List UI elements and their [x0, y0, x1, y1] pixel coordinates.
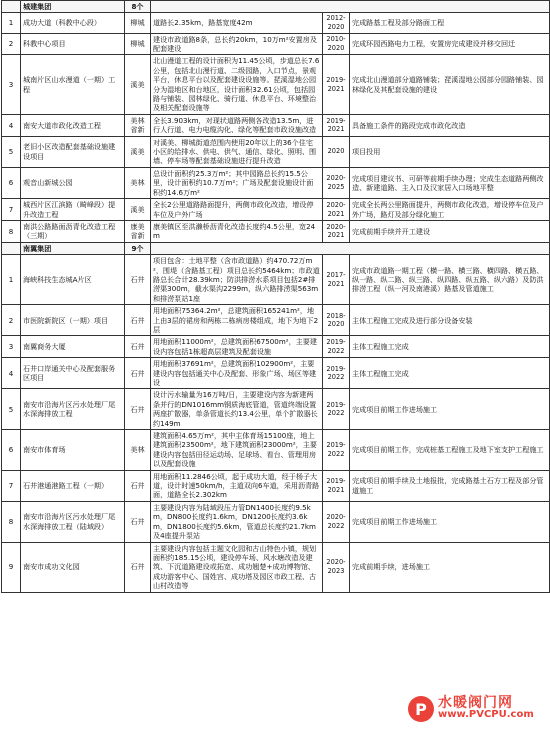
project-content: 设计污水输量为16万吨/日，主要建设内容为新建两条并行的DN1016mm钢质海底管道，管道终端设置两座扩散器，单条管道长约13.4公里，单个扩散器长约149m — [151, 389, 323, 430]
table-row — [2, 501, 550, 542]
row-number: 4 — [2, 114, 21, 136]
project-progress: 完成市政道路一期工程（横一路、横三路、横四路、横五路、纵一路、纵二路、纵三路、纵四路、纵五路、纵六路）及防洪排涝工程（纵一河及南港溪）路基及管道施工 — [350, 255, 550, 305]
table-row — [2, 13, 550, 33]
project-period: 2019-2021 — [323, 114, 350, 136]
project-name: 石井港通港路工程（一期） — [21, 470, 125, 501]
project-period: 2020-2022 — [323, 501, 350, 542]
group-header-row — [2, 1, 550, 13]
row-number: 3 — [2, 336, 21, 358]
project-district: 溪美 — [125, 136, 151, 167]
project-content: 建设市政道路8条，总长约20km，10万m²安置房及配套建设 — [151, 33, 323, 55]
watermark-url: www.PVCPU.com — [438, 709, 534, 720]
project-district: 溪美 — [125, 199, 151, 221]
project-name: 南安市沿海片区污水处理厂尾水深海排放工程（陆域段） — [21, 501, 125, 542]
project-district: 石井 — [125, 389, 151, 430]
row-number: 1 — [2, 13, 21, 33]
project-name: 海峡科技生态城A片区 — [21, 255, 125, 305]
table-row — [2, 255, 550, 305]
project-district: 柳城 — [125, 13, 151, 33]
project-progress: 主体工程施工完成 — [350, 336, 550, 358]
table-row — [2, 430, 550, 471]
project-name: 城南片区山水漫道（一期）工程 — [21, 55, 125, 114]
project-period: 2010-2020 — [323, 33, 350, 55]
project-district: 石井 — [125, 501, 151, 542]
row-number: 9 — [2, 542, 21, 592]
group-name: 南翼集团 — [21, 242, 125, 254]
project-period: 2019-2021 — [323, 55, 350, 114]
project-name: 南安大道市政化改造工程 — [21, 114, 125, 136]
project-name: 科教中心项目 — [21, 33, 125, 55]
project-name: 老旧小区改造配套基础设施建设项目 — [21, 136, 125, 167]
project-district: 美林 — [125, 430, 151, 471]
project-district: 美林省新 — [125, 114, 151, 136]
table-row — [2, 542, 550, 592]
project-name: 南安市体育场 — [21, 430, 125, 471]
project-period: 2019-2021 — [323, 470, 350, 501]
project-name: 南安市成功文化园 — [21, 542, 125, 592]
project-name: 市医院新院区（一期）项目 — [21, 305, 125, 336]
table-row — [2, 470, 550, 501]
project-content: 道路长2.35km，路基宽度42m — [151, 13, 323, 33]
project-progress: 完成项目前期手续及土地报批，完成路基土石方工程及部分管道施工 — [350, 470, 550, 501]
row-number: 8 — [2, 220, 21, 242]
table-row — [2, 114, 550, 136]
project-content: 建筑面积4.65万m²，其中主体育场15100座，地上建筑面积23500m²，地下建筑面积23000m²，主要建设内容包括田径运动场、足球场、看台、管理用房以及配套设施 — [151, 430, 323, 471]
row-number: 1 — [2, 255, 21, 305]
row-number: 7 — [2, 199, 21, 221]
project-content: 主要建设内容为陆域段压力管DN1400长度约9.5km，DN800长度约1.6km，DN1200长度约3.6km，DN1800长度约5.6km，管道总长度约21.7km及4座提升泵站 — [151, 501, 323, 542]
table-row — [2, 136, 550, 167]
row-number: 2 — [2, 33, 21, 55]
project-content: 总设计面积约25.3万m²；其中园路总长约15.5公里，设计面积约10.7万m²；广场及配套设施设计面积约14.6万m² — [151, 167, 323, 198]
group-blank-cell — [151, 242, 550, 254]
row-number: 3 — [2, 55, 21, 114]
row-number: 6 — [2, 430, 21, 471]
project-period: 2012-2020 — [323, 13, 350, 33]
group-blank-cell — [2, 1, 21, 13]
row-number: 5 — [2, 389, 21, 430]
project-period: 2020 — [323, 136, 350, 167]
group-name: 城建集团 — [21, 1, 125, 13]
group-count: 9个 — [125, 242, 151, 254]
project-content: 全长2公里道路路面提升，两侧市政化改造，增设停车位及户外广场 — [151, 199, 323, 221]
project-progress: 完成前期手续并开工建设 — [350, 220, 550, 242]
project-progress: 完成项目前期工作进场施工 — [350, 501, 550, 542]
project-progress: 完成北山漫道部分道路铺装；琵溪湿地公园部分园路铺装、园林绿化及其配套设施的建设 — [350, 55, 550, 114]
project-content: 用地面积11.2846公顷，起于成功大道，经于杨子大道，设计时速50km/h，主道双向6车道，采用沥青路面，道路全长2.302km — [151, 470, 323, 501]
row-number: 2 — [2, 305, 21, 336]
table-row — [2, 389, 550, 430]
project-district: 石井 — [125, 336, 151, 358]
project-progress: 完成项目前期工作，完成桩基工程施工及地下室支护工程施工 — [350, 430, 550, 471]
table-row — [2, 220, 550, 242]
project-name: 城西片区江滨路（畸峰段）提升改造工程 — [21, 199, 125, 221]
project-progress: 主体工程施工完成及进行部分设备安装 — [350, 305, 550, 336]
row-number: 8 — [2, 501, 21, 542]
row-number: 4 — [2, 358, 21, 389]
table-row — [2, 199, 550, 221]
table-row — [2, 336, 550, 358]
project-district: 溪美 — [125, 55, 151, 114]
row-number: 5 — [2, 136, 21, 167]
project-progress: 完成项目建议书、可研等前期手续办理；完成生态道路两侧改造、新建道路、主入口及汉家居入口场地平整 — [350, 167, 550, 198]
watermark-logo: P — [408, 696, 434, 722]
project-progress: 项目投用 — [350, 136, 550, 167]
project-content: 对溪美、柳城街道范围内使用20年以上的36个住宅小区的给排水、供电、供气、通信、绿化、照明、围墙、停车场等配套基础设施进行提升改造 — [151, 136, 323, 167]
row-number: 7 — [2, 470, 21, 501]
project-period: 2020-2025 — [323, 167, 350, 198]
project-progress: 主体工程施工完成 — [350, 358, 550, 389]
project-content: 北山漫道工程的设计面积为11.45公顷，步道总长7.6公里，包括北山漫行道、二级园路，入口节点，景观平台，休息平台以及配套建设设施等。琵溪湿地公园分为湿地区和台地区，设计面积32.61公顷，包括园路与铺装、园林绿化、骑行道、休息平台、环境整治及相关配套设施等 — [151, 55, 323, 114]
project-period: 2017-2021 — [323, 255, 350, 305]
project-district: 石井 — [125, 358, 151, 389]
project-progress: 完成路基工程及部分路面工程 — [350, 13, 550, 33]
project-district: 柳城 — [125, 33, 151, 55]
project-content: 用地面积37691m²，总建筑面积102900m²，主要建设内容包括通关中心及配套、形象广场、场区等建设 — [151, 358, 323, 389]
project-content: 康美镇区至洪濑桥沥青化改造长度约4.5公里，宽24m — [151, 220, 323, 242]
project-name: 南安市沿海片区污水处理厂尾水深海排放工程 — [21, 389, 125, 430]
project-name: 观音山新城公园 — [21, 167, 125, 198]
group-header-row — [2, 242, 550, 254]
project-district: 美林 — [125, 167, 151, 198]
table-row — [2, 33, 550, 55]
project-name: 南洪公路路面沥青化改造工程（三期） — [21, 220, 125, 242]
project-table-body — [2, 1, 550, 593]
project-district: 康美省新 — [125, 220, 151, 242]
watermark — [408, 693, 546, 725]
group-blank-cell — [2, 242, 21, 254]
project-period: 2019-2022 — [323, 358, 350, 389]
project-progress: 完成前期手续，进场施工 — [350, 542, 550, 592]
project-name: 成功大道（科教中心段） — [21, 13, 125, 33]
project-period: 2019-2022 — [323, 336, 350, 358]
project-progress: 完成项目前期工作进场施工 — [350, 389, 550, 430]
watermark-name: 水暖阀门网 — [438, 695, 513, 711]
project-name: 石井口岸通关中心及配套服务区项目 — [21, 358, 125, 389]
project-name: 南翼商务大厦 — [21, 336, 125, 358]
project-progress: 完成全长两公里路面提升，两侧市政化改造，增设停车位及户外广场，路灯及部分绿化施工 — [350, 199, 550, 221]
project-table — [1, 0, 550, 593]
project-period: 2020-2023 — [323, 542, 350, 592]
project-progress: 具备施工条件的路段完成市政化改造 — [350, 114, 550, 136]
project-period: 2019-2022 — [323, 430, 350, 471]
table-row — [2, 55, 550, 114]
group-count: 8个 — [125, 1, 151, 13]
project-district: 石井 — [125, 470, 151, 501]
project-period: 2018-2020 — [323, 305, 350, 336]
table-row — [2, 358, 550, 389]
project-district: 石井 — [125, 305, 151, 336]
table-row — [2, 167, 550, 198]
project-content: 项目包含：土地平整（含市政道路）约470.72万m²，围堤（含路基工程）项目总长约5464km；市政道路总长合计28.39km；防洪排涝水系项目包括2#排涝渠300m，截水渠沟2299m，纵六路排涝渠563m和排涝泵站1座 — [151, 255, 323, 305]
table-row — [2, 305, 550, 336]
project-period: 2019-2022 — [323, 389, 350, 430]
project-content: 用地面积11000m²，总建筑面积67500m²，主要建设内容包括1栋超高层建筑及配套设施 — [151, 336, 323, 358]
project-district: 石井 — [125, 255, 151, 305]
project-district: 石井 — [125, 542, 151, 592]
project-content: 用地面积75364.2m²，总建筑面积165241m²，地上由3层的裙房和两栋二栋病房楼组成，地下为地下2层 — [151, 305, 323, 336]
project-period: 2020-2021 — [323, 220, 350, 242]
row-number: 6 — [2, 167, 21, 198]
project-progress: 完成环园西路电力工程，安置房完成建设并移交回迁 — [350, 33, 550, 55]
project-period: 2020-2021 — [323, 199, 350, 221]
group-blank-cell — [151, 1, 550, 13]
project-content: 全长3.903km，对现状道路两侧各改造13.5m，进行人行道、电力电缆沟化、绿化等配套市政设施改造 — [151, 114, 323, 136]
project-content: 主要建设内容包括主题文化园和古山特色小镇，规划面积约185.15公顷，建设停车场、风水塘改造及建筑、下沉道路建设或拓宽、成功翘楚+成功博物馆、成功游客中心、国姓宫、成功塔及园区市政工程、古山村改造等 — [151, 542, 323, 592]
